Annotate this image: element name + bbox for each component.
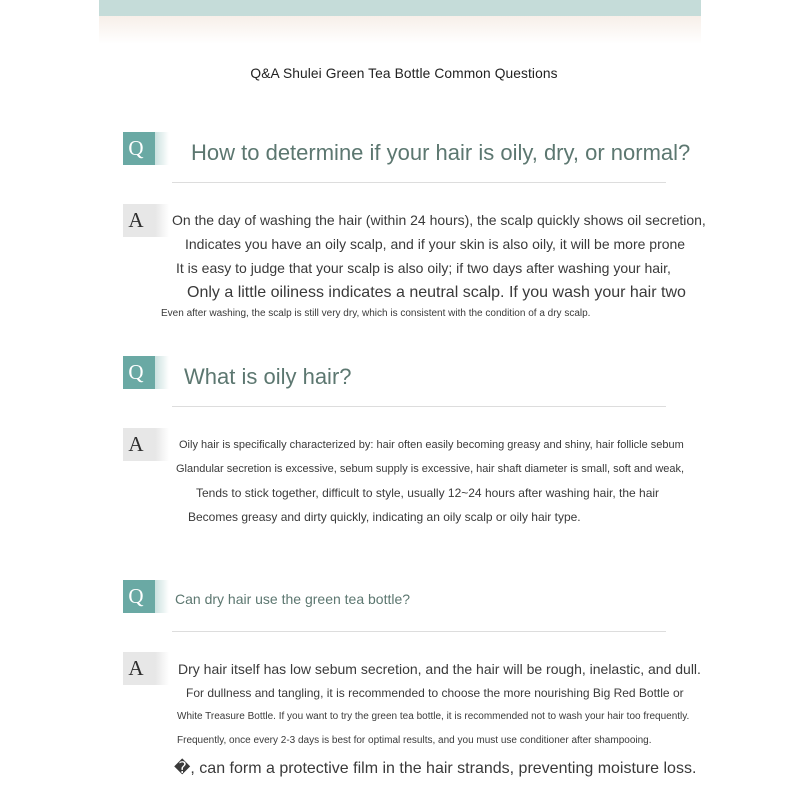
answer-2-line-3: Tends to stick together, difficult to style, usually 12~24 hours after washing hair, the hair xyxy=(196,486,660,500)
question-2: What is oily hair? xyxy=(184,364,352,389)
divider-3 xyxy=(172,631,666,632)
answer-2-line-1: Oily hair is specifically characterized by: hair often easily becoming greasy and shiny, hair follicle sebum xyxy=(179,439,684,451)
answer-2-line-4: Becomes greasy and dirty quickly, indicating an oily scalp or oily hair type. xyxy=(188,510,581,524)
answer-badge-3: A xyxy=(123,652,155,685)
question-badge-3: Q xyxy=(123,580,155,613)
page-title: Q&A Shulei Green Tea Bottle Common Questions xyxy=(250,66,558,81)
answer-3-line-1: Dry hair itself has low sebum secretion, and the hair will be rough, inelastic, and dull. xyxy=(178,661,701,677)
answer-1-line-2: Indicates you have an oily scalp, and if your skin is also oily, it will be more prone xyxy=(185,236,686,252)
answer-3-line-3: White Treasure Bottle. If you want to try the green tea bottle, it is recommended not to wash your hair too frequently. xyxy=(177,711,690,722)
divider-1 xyxy=(172,182,666,183)
answer-badge-1: A xyxy=(123,204,155,237)
answer-1-line-3: It is easy to judge that your scalp is also oily; if two days after washing your hair, xyxy=(176,260,671,276)
question-badge-1: Q xyxy=(123,132,155,165)
answer-2-line-2: Glandular secretion is excessive, sebum supply is excessive, hair shaft diameter is small, soft and weak, xyxy=(176,463,685,475)
top-banner-bar xyxy=(99,0,701,16)
divider-2 xyxy=(172,406,666,407)
answer-1-line-5: Even after washing, the scalp is still very dry, which is consistent with the condition of a dry scalp. xyxy=(161,308,591,319)
answer-badge-2: A xyxy=(123,428,155,461)
question-1: How to determine if your hair is oily, dry, or normal? xyxy=(191,140,691,165)
answer-1-line-4: Only a little oiliness indicates a neutral scalp. If you wash your hair two xyxy=(187,284,686,301)
question-badge-2: Q xyxy=(123,356,155,389)
answer-1-line-1: On the day of washing the hair (within 24 hours), the scalp quickly shows oil secretion, xyxy=(172,212,706,228)
answer-3-line-5: �, can form a protective film in the hair strands, preventing moisture loss. xyxy=(174,760,697,777)
answer-3-line-4: Frequently, once every 2-3 days is best for optimal results, and you must use conditioner after shampooing. xyxy=(177,735,652,746)
answer-3-line-2: For dullness and tangling, it is recommended to choose the more nourishing Big Red Bottle or xyxy=(186,686,684,700)
top-banner-fade xyxy=(99,16,701,44)
question-3: Can dry hair use the green tea bottle? xyxy=(175,591,411,607)
